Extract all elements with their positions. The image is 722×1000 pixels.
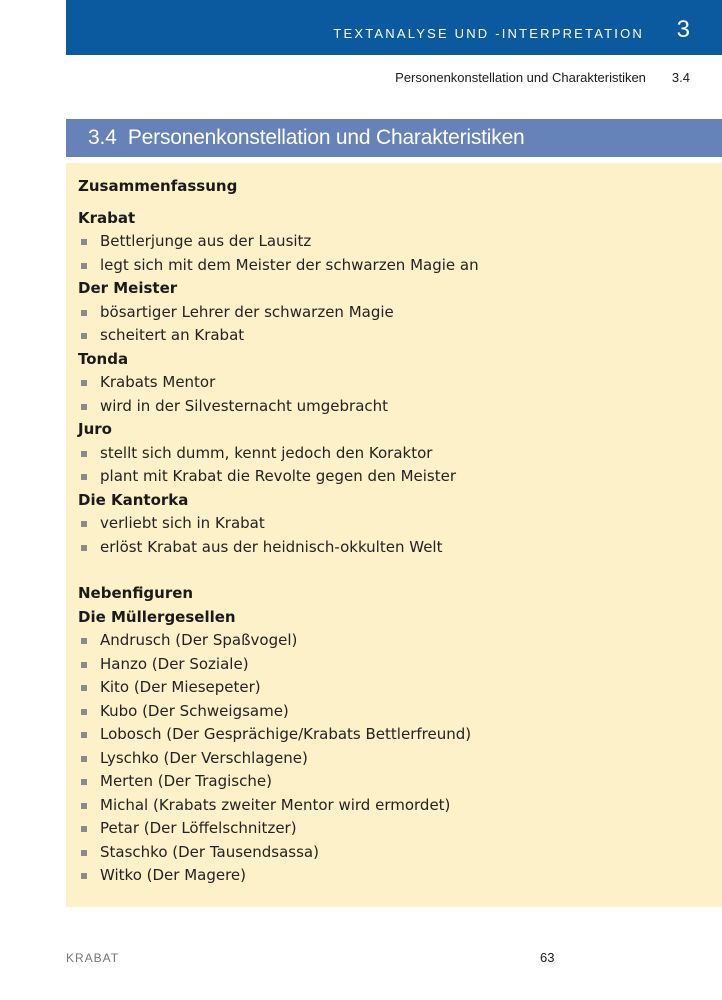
summary-content [78, 175, 712, 888]
chapter-header-bar [66, 0, 722, 55]
character-traits [78, 230, 712, 277]
group-heading: Die Müllergesellen [78, 607, 236, 626]
footer-book-title: KRABAT [66, 951, 120, 965]
trait-text: Bettlerjunge aus der Lausitz [100, 232, 312, 250]
list-item [78, 794, 712, 818]
list-item [78, 324, 712, 348]
list-item [78, 230, 712, 254]
list-item [78, 301, 712, 325]
item-text: Witko (Der Magere) [100, 866, 247, 884]
item-text: Kubo (Der Schweigsame) [100, 701, 289, 720]
square-bullet-icon [81, 732, 87, 738]
square-bullet-icon [81, 638, 87, 644]
square-bullet-icon [81, 333, 87, 339]
item-text: Staschko (Der Tausendsassa) [100, 842, 319, 861]
trait-text: bösartiger Lehrer der schwarzen Magie [100, 302, 394, 321]
list-item [78, 864, 712, 888]
list-item [78, 536, 712, 560]
trait-text: erlöst Krabat aus der heidnisch-okkulten Welt [100, 537, 443, 556]
square-bullet-icon [81, 521, 87, 527]
running-header [395, 70, 690, 85]
square-bullet-icon [81, 873, 87, 879]
square-bullet-icon [81, 474, 87, 480]
item-text: Lobosch (Der Gesprächige/Krabats Bettlerfreund) [100, 725, 472, 743]
character-name: Die Kantorka [78, 490, 189, 509]
square-bullet-icon [81, 545, 87, 551]
list-item [78, 723, 712, 747]
square-bullet-icon [81, 380, 87, 386]
list-item [78, 254, 712, 278]
list-item [78, 629, 712, 653]
list-item [78, 371, 712, 395]
page-number: 63 [540, 950, 555, 965]
list-item [78, 512, 712, 536]
trait-text: scheitert an Krabat [100, 326, 245, 344]
character-name: Tonda [78, 349, 129, 368]
item-text: Michal (Krabats zweiter Mentor wird ermordet) [100, 795, 451, 814]
chapter-title: TEXTANALYSE UND -INTERPRETATION [333, 26, 644, 41]
item-text: Lyschko (Der Verschlagene) [100, 748, 308, 767]
trait-text: verliebt sich in Krabat [100, 514, 265, 532]
minor-characters-heading: Nebenfiguren [78, 584, 194, 602]
list-item [78, 465, 712, 489]
item-text: Hanzo (Der Soziale) [100, 654, 249, 673]
item-text: Kito (Der Miesepeter) [100, 678, 261, 696]
list-item [78, 817, 712, 841]
character-traits [78, 371, 712, 418]
list-item [78, 395, 712, 419]
running-header-title: Personenkonstellation und Charakteristiken [395, 70, 646, 85]
trait-text: Krabats Mentor [100, 373, 216, 391]
character-name: Krabat [78, 208, 136, 227]
trait-text: wird in der Silvesternacht umgebracht [100, 396, 389, 415]
list-item [78, 770, 712, 794]
square-bullet-icon [81, 756, 87, 762]
summary-box [66, 163, 722, 907]
square-bullet-icon [81, 803, 87, 809]
list-item [78, 841, 712, 865]
square-bullet-icon [81, 239, 87, 245]
item-text: Andrusch (Der Spaßvogel) [100, 631, 298, 649]
item-text: Merten (Der Tragische) [100, 772, 272, 790]
square-bullet-icon [81, 685, 87, 691]
section-title-bar [66, 119, 722, 157]
square-bullet-icon [81, 404, 87, 410]
character-name: Juro [78, 420, 112, 438]
character-traits [78, 512, 712, 559]
character-traits [78, 442, 712, 489]
item-text: Petar (Der Löffelschnitzer) [100, 819, 297, 837]
square-bullet-icon [81, 263, 87, 269]
summary-heading: Zusammenfassung [78, 177, 238, 195]
list-item [78, 442, 712, 466]
square-bullet-icon [81, 779, 87, 785]
trait-text: legt sich mit dem Meister der schwarzen Magie an [100, 255, 479, 274]
list-item [78, 653, 712, 677]
square-bullet-icon [81, 310, 87, 316]
square-bullet-icon [81, 709, 87, 715]
chapter-number: 3 [676, 16, 690, 43]
running-header-number: 3.4 [671, 70, 690, 85]
section-title: 3.4 Personenkonstellation und Charakteristiken [88, 126, 525, 149]
minor-characters-list [78, 629, 712, 888]
trait-text: plant mit Krabat die Revolte gegen den Meister [100, 467, 457, 485]
square-bullet-icon [81, 451, 87, 457]
trait-text: stellt sich dumm, kennt jedoch den Koraktor [100, 443, 433, 462]
list-item [78, 747, 712, 771]
character-traits [78, 301, 712, 348]
list-item [78, 676, 712, 700]
square-bullet-icon [81, 850, 87, 856]
square-bullet-icon [81, 826, 87, 832]
character-name: Der Meister [78, 279, 178, 297]
list-item [78, 700, 712, 724]
square-bullet-icon [81, 662, 87, 668]
